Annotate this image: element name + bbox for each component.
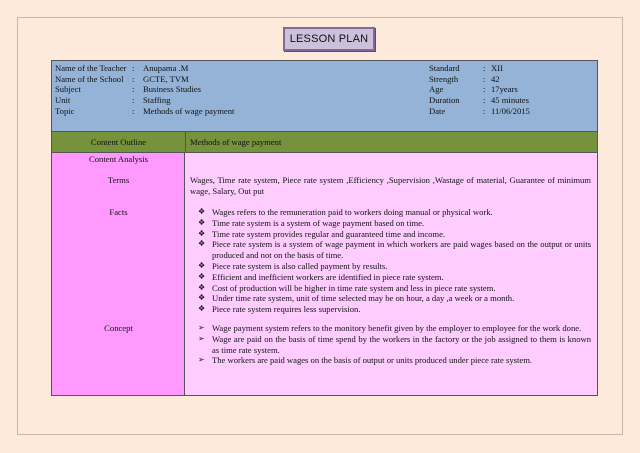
- info-left-labels: [55, 63, 127, 117]
- info-right-labels: [429, 63, 460, 117]
- info-value-strength: 42: [491, 73, 500, 84]
- info-sep: :: [132, 95, 135, 106]
- content-outline-label: Content Outline: [52, 132, 186, 152]
- page-title-text: LESSON PLAN: [289, 33, 369, 45]
- info-right-values: [491, 63, 530, 117]
- arrow-bullet-icon: ➢: [198, 323, 205, 332]
- list-item: [185, 261, 591, 272]
- content-outline-value: Methods of wage payment: [186, 132, 597, 152]
- info-sep: :: [132, 73, 135, 84]
- list-item: [185, 272, 591, 283]
- list-item: [185, 207, 591, 218]
- info-value-standard: XII: [491, 63, 503, 73]
- fact-text: Wages refers to the remuneration paid to workers doing manual or physical work.: [212, 207, 493, 217]
- info-left-separators: [132, 63, 134, 117]
- arrow-bullet-icon: ➢: [198, 333, 205, 343]
- terms-label: Terms: [107, 175, 130, 185]
- diamond-bullet-icon: ❖: [198, 260, 206, 270]
- info-label-strength: Strength: [429, 73, 459, 84]
- info-label-school: Name of the School: [55, 73, 124, 84]
- info-label-subject: Subject: [55, 84, 81, 95]
- diamond-bullet-icon: ❖: [198, 239, 206, 249]
- fact-text: Piece rate system requires less supervision.: [212, 304, 361, 315]
- arrow-bullet-icon: ➢: [198, 355, 205, 365]
- info-label-standard: Standard: [429, 63, 460, 73]
- page-title: [283, 27, 375, 51]
- facts-label: Facts: [109, 207, 128, 217]
- info-sep: :: [483, 73, 486, 84]
- concept-text: Wage are paid on the basis of time spend by the workers in the factory or the job assigned to them is known as time rate system.: [212, 333, 591, 355]
- info-value-date: 11/06/2015: [491, 105, 530, 116]
- concept-label: Concept: [104, 323, 133, 333]
- fact-text: Piece rate system is also called payment by results.: [212, 260, 388, 271]
- content-labels-column: [52, 153, 185, 395]
- diamond-bullet-icon: ❖: [198, 304, 206, 314]
- facts-list: [185, 207, 591, 315]
- fact-text: Piece rate system is a system of wage payment in which workers are paid wages based on the output or units produced and not on the basis of time.: [212, 239, 591, 261]
- info-sep: :: [483, 95, 486, 106]
- info-label-teacher: Name of the Teacher: [55, 63, 127, 73]
- terms-text: Wages, Time rate system, Piece rate system ,Efficiency ,Supervision ,Wastage of material, Guarantee of minimum wage, Salary, Out put: [190, 175, 591, 196]
- list-item: [185, 293, 591, 304]
- diamond-bullet-icon: ❖: [198, 217, 206, 227]
- list-item: [185, 355, 591, 366]
- concept-text: Wage payment system refers to the monitory benefit given by the employer to employee for the work done.: [212, 323, 582, 333]
- info-label-unit: Unit: [55, 95, 71, 106]
- info-label-date: Date: [429, 105, 446, 116]
- info-sep: :: [132, 84, 135, 95]
- list-item: [185, 334, 591, 356]
- info-sep: :: [132, 105, 135, 116]
- content-analysis-heading: Content Analysis: [89, 154, 148, 164]
- info-value-duration: 45 minutes: [491, 95, 529, 106]
- info-sep: :: [483, 84, 486, 95]
- list-item: [185, 283, 591, 294]
- diamond-bullet-icon: ❖: [198, 293, 206, 303]
- diamond-bullet-icon: ❖: [198, 282, 206, 292]
- info-label-age: Age: [429, 84, 444, 95]
- content-text-column: [185, 153, 597, 395]
- list-item: [185, 304, 591, 315]
- info-sep: :: [483, 105, 486, 116]
- fact-text: Efficient and inefficient workers are identified in piece rate system.: [212, 271, 444, 282]
- info-sep: :: [483, 63, 486, 73]
- list-item: [185, 229, 591, 240]
- info-value-school: GCTE, TVM: [143, 73, 189, 84]
- info-right-separators: [483, 63, 485, 117]
- content-analysis-section: [51, 153, 598, 396]
- diamond-bullet-icon: ❖: [198, 271, 206, 281]
- fact-text: Under time rate system, unit of time selected may be on hour, a day ,a week or a month.: [212, 293, 515, 304]
- list-item: [185, 323, 591, 334]
- info-value-topic: Methods of wage payment: [143, 105, 235, 116]
- diamond-bullet-icon: ❖: [198, 228, 206, 238]
- fact-text: Time rate system is a system of wage payment based on time.: [212, 217, 425, 228]
- info-label-topic: Topic: [55, 105, 75, 116]
- info-value-teacher: Anupama .M: [143, 63, 189, 73]
- info-panel: [51, 60, 598, 132]
- list-item: [185, 218, 591, 229]
- info-value-unit: Staffing: [143, 95, 171, 106]
- info-value-subject: Business Studies: [143, 84, 202, 95]
- info-label-duration: Duration: [429, 95, 460, 106]
- concept-text: The workers are paid wages on the basis of output or units produced under piece rate system.: [212, 355, 533, 366]
- info-value-age: 17years: [491, 84, 518, 95]
- fact-text: Time rate system provides regular and guaranteed time and income.: [212, 228, 446, 239]
- info-left-values: [143, 63, 234, 117]
- concepts-list: [185, 323, 591, 366]
- diamond-bullet-icon: ❖: [198, 207, 206, 216]
- fact-text: Cost of production will be higher in time rate system and less in piece rate system.: [212, 282, 496, 293]
- list-item: [185, 239, 591, 261]
- content-outline-row: [51, 132, 598, 153]
- info-sep: :: [132, 63, 135, 73]
